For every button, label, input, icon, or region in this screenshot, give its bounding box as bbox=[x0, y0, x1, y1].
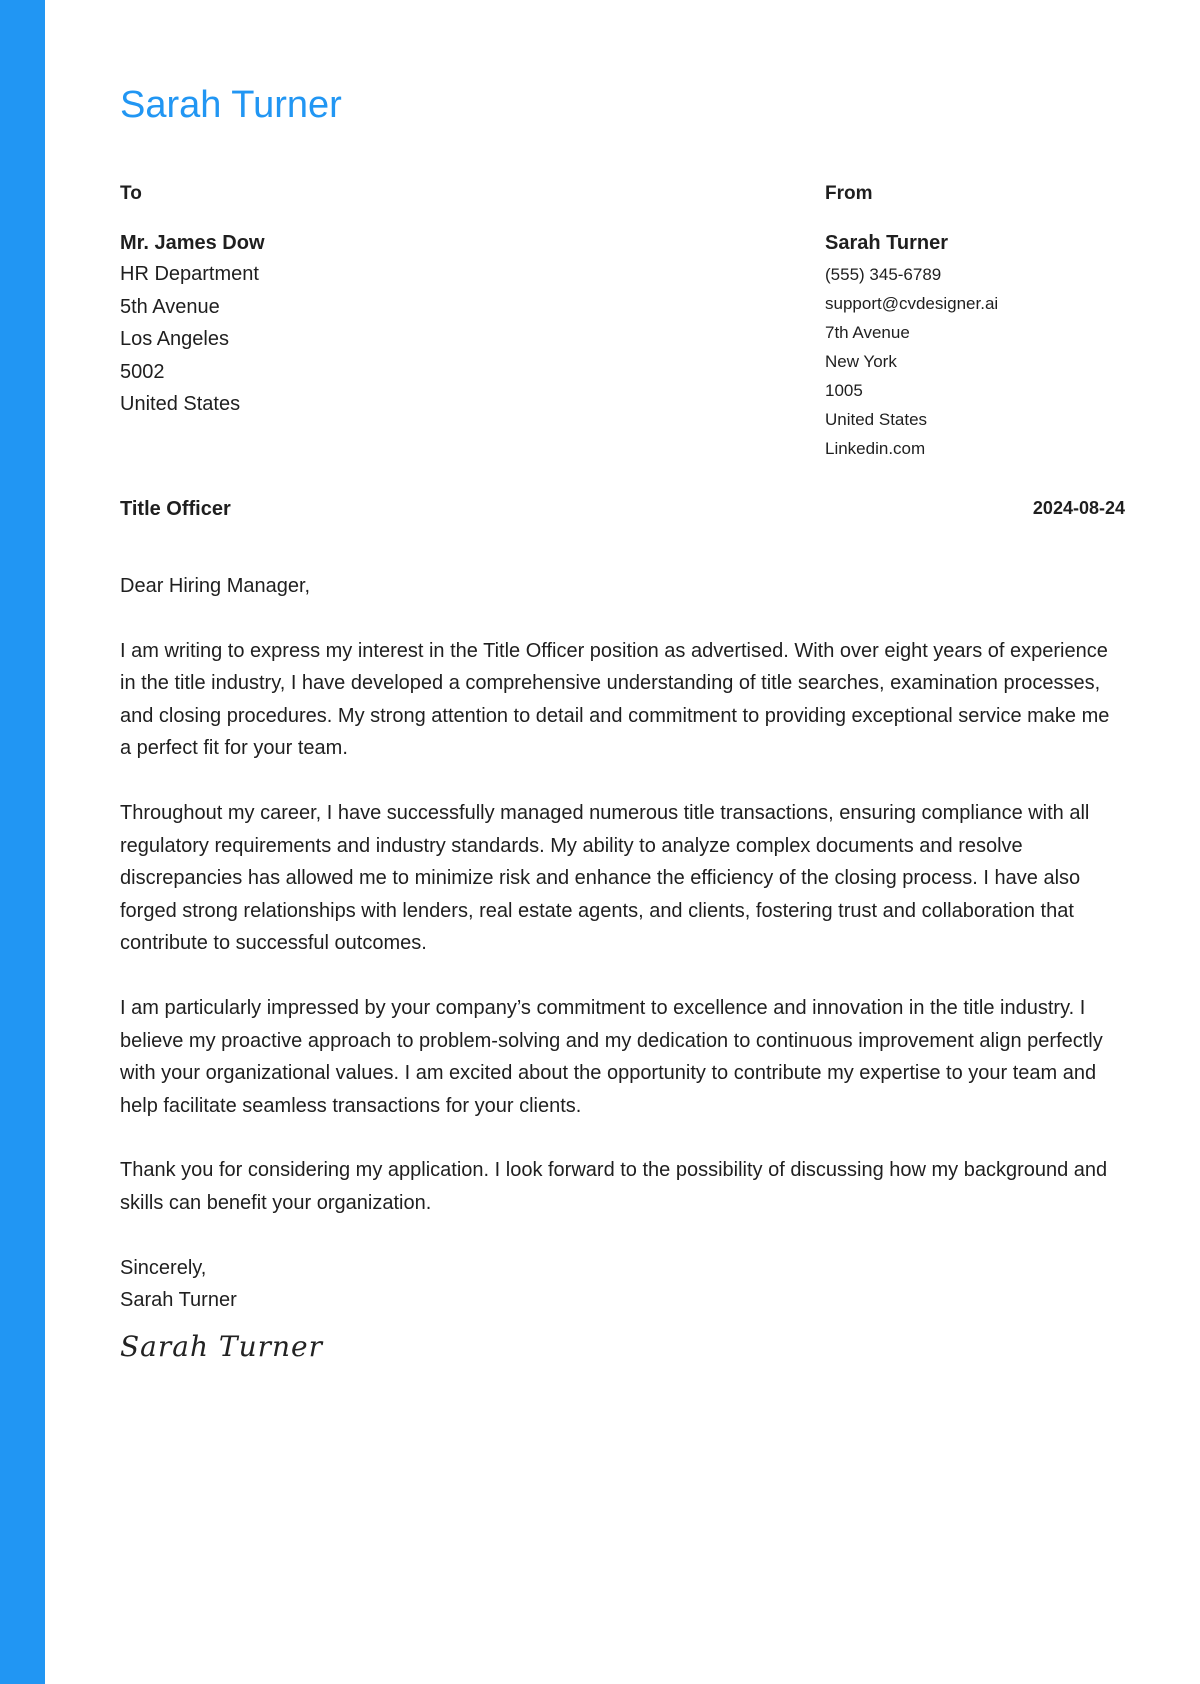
accent-sidebar-bar bbox=[0, 0, 45, 1684]
subject-date-row bbox=[120, 494, 1125, 524]
recipient-heading: To bbox=[120, 183, 142, 204]
job-title-subject: Title Officer bbox=[120, 498, 231, 520]
handwritten-signature: Sarah Turner bbox=[120, 1329, 323, 1363]
recipient-street: 5th Avenue bbox=[120, 295, 220, 318]
recipient-department: HR Department bbox=[120, 263, 259, 285]
recipient-postal-code: 5002 bbox=[120, 360, 165, 383]
sender-phone: (555) 345-6789 bbox=[825, 265, 942, 284]
sender-block bbox=[825, 180, 1125, 463]
recipient-name: Mr. James Dow bbox=[120, 232, 265, 254]
letter-body bbox=[120, 570, 1125, 1367]
body-paragraph-1: I am writing to express my interest in the Title Officer position as advertised. With over eight years of experience in the title industry, I have developed a comprehensive understanding of title searches, examination processes, and closing procedures. My strong attention to detail and commitment to providing exceptional service make me a perfect fit for your team. bbox=[120, 639, 1110, 760]
sender-street: 7th Avenue bbox=[825, 323, 910, 342]
sender-country: United States bbox=[825, 410, 928, 429]
sender-city: New York bbox=[825, 352, 897, 371]
sender-postal-code: 1005 bbox=[825, 381, 863, 400]
recipient-country: United States bbox=[120, 393, 241, 416]
body-paragraph-2: Throughout my career, I have successfully managed numerous title transactions, ensuring compliance with all regulatory requirements and industry standards. My ability to analyze complex documents and resolve discrepancies has allowed me to minimize risk and enhance the efficiency of the closing process. I have also forged strong relationships with lenders, real estate agents, and clients, fostering trust and collaboration that contribute to successful outcomes. bbox=[120, 801, 1090, 955]
recipient-city: Los Angeles bbox=[120, 328, 229, 351]
salutation: Dear Hiring Manager, bbox=[120, 575, 311, 597]
sender-linkedin: Linkedin.com bbox=[825, 439, 926, 458]
body-paragraph-3: I am particularly impressed by your company’s commitment to excellence and innovation in the title industry. I believe my proactive approach to problem-solving and my dedication to continuous improvement align perfectly with your organizational values. I am excited about the opportunity to contribute my expertise to your team and help facilitate seamless transactions for your clients. bbox=[120, 996, 1103, 1117]
applicant-name-title: Sarah Turner bbox=[120, 84, 342, 126]
recipient-block bbox=[120, 180, 620, 421]
closing-block bbox=[120, 1252, 1125, 1367]
closing-name: Sarah Turner bbox=[120, 1289, 237, 1312]
body-paragraph-4: Thank you for considering my application. I look forward to the possibility of discussing how my background and skills can benefit your organization. bbox=[120, 1159, 1108, 1214]
sender-name: Sarah Turner bbox=[825, 232, 948, 254]
closing-phrase: Sincerely, bbox=[120, 1256, 207, 1279]
letter-date: 2024-08-24 bbox=[1032, 498, 1125, 518]
sender-email: support@cvdesigner.ai bbox=[825, 294, 999, 313]
sender-heading: From bbox=[825, 183, 873, 204]
